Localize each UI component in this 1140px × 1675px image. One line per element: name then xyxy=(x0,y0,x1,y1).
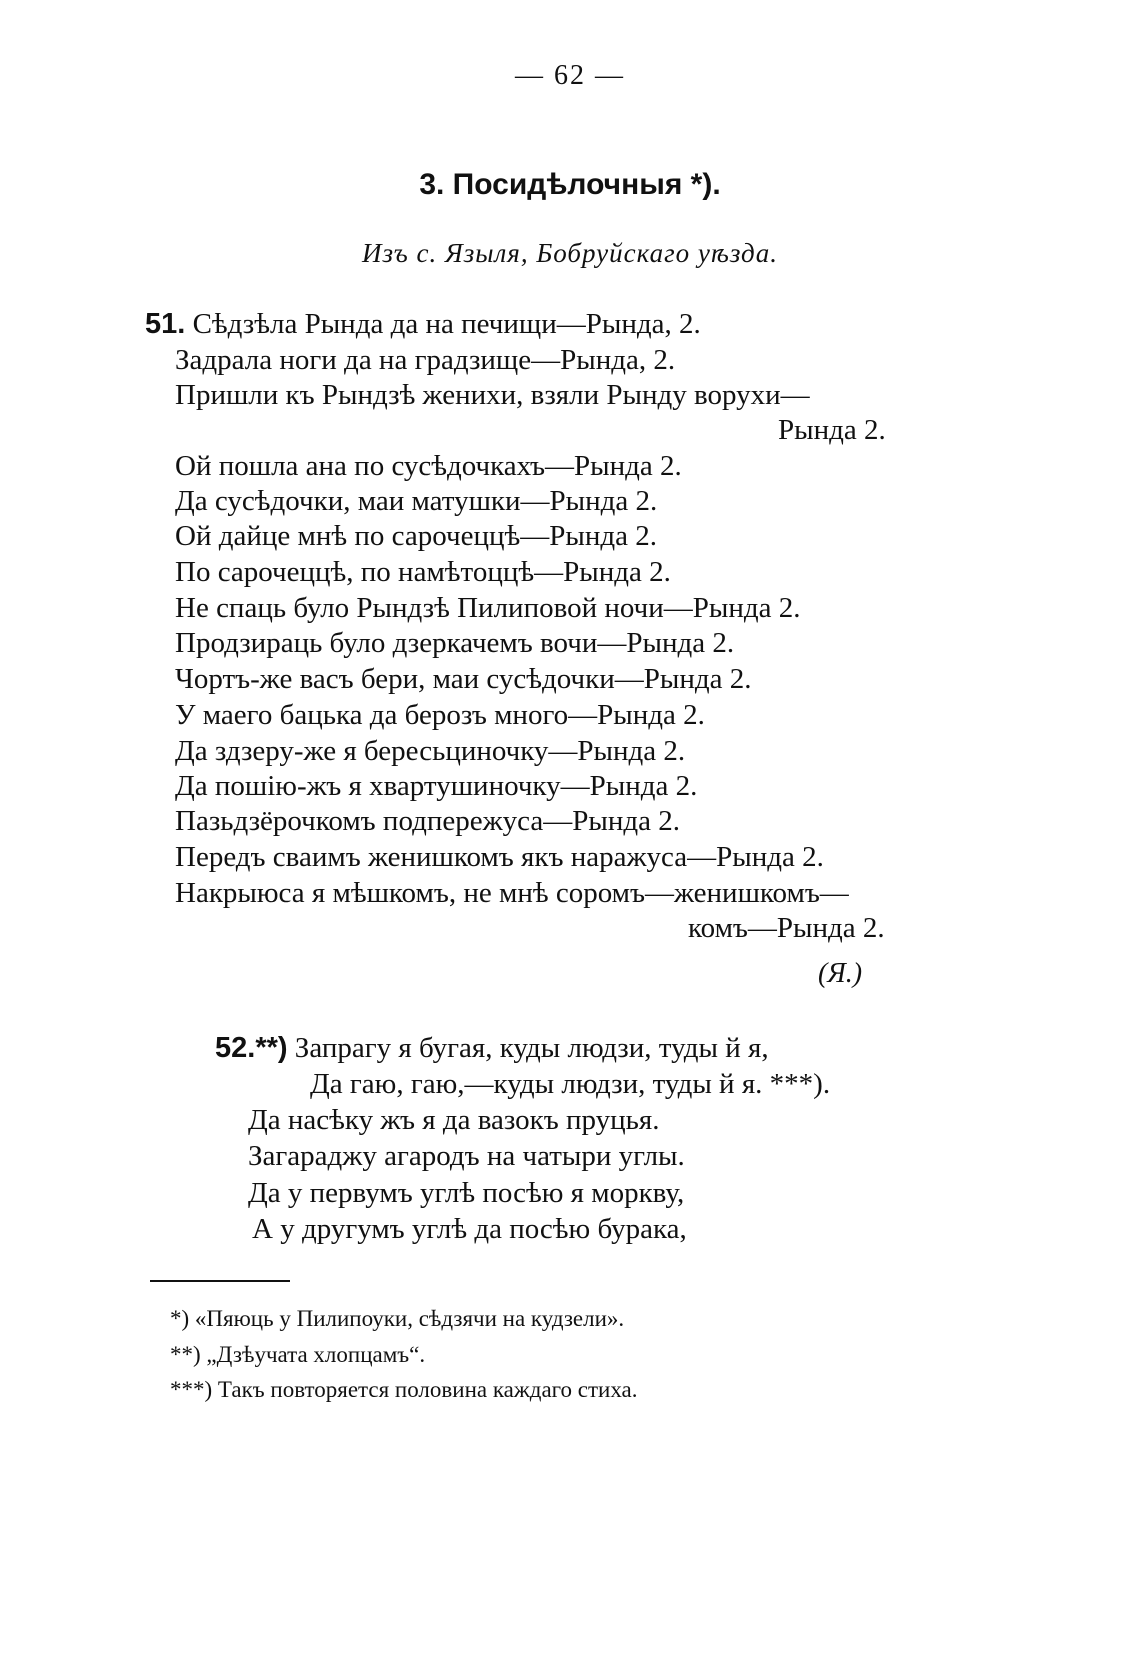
song-51-line: Задрала ноги да на градзище—Рында, 2. xyxy=(175,344,676,376)
song-51-line: Пазьдзёрочкомъ подпережуса—Рында 2. xyxy=(175,805,681,837)
song-51-line: Да здзеру-же я бересьциночку—Рында 2. xyxy=(175,735,686,767)
footnote: ***) Такъ повторяется половина каждаго стиха. xyxy=(170,1377,638,1402)
song-51-line: Рында 2. xyxy=(778,414,886,446)
song-51-line: Накрыюса я мѣшкомъ, не мнѣ соромъ—женишкомъ— xyxy=(175,877,849,909)
song-51-line: Чортъ-же васъ бери, маи сусѣдочки—Рында 2. xyxy=(175,663,752,695)
song-51-line: Передъ сваимъ женишкомъ якъ наражуса—Рында 2. xyxy=(175,841,824,873)
section-title: 3. Посидѣлочныя *). xyxy=(419,168,721,201)
footnote: *) «Пяюць у Пилипоуки, сѣдзячи на кудзели». xyxy=(170,1306,625,1331)
song-number: 51. xyxy=(145,308,186,340)
song-51-line: По сарочеццѣ, по намѣтоццѣ—Рында 2. xyxy=(175,556,671,588)
song-51-line: Да пошiю-жъ я хвартушиночку—Рында 2. xyxy=(175,770,698,802)
song-52-line: Загараджу агародъ на чатыри углы. xyxy=(248,1140,685,1172)
song-51-line: Ой дайце мнѣ по сарочеццѣ—Рында 2. xyxy=(175,520,657,552)
song-52-line: А у другумъ углѣ да посѣю бурака, xyxy=(252,1213,687,1245)
song-number: 52.**) xyxy=(215,1032,288,1064)
song-51-line: Продзираць було дзеркачемъ вочи—Рында 2. xyxy=(175,627,735,659)
song-line-text: Запрагу я бугая, куды людзи, туды й я, xyxy=(294,1032,769,1064)
footnote: **) „Дзѣучата хлопцамъ“. xyxy=(170,1342,426,1367)
song-52-line: Да у первумъ углѣ посѣю я моркву, xyxy=(248,1177,685,1209)
footnote-divider xyxy=(150,1280,290,1282)
song-52-line: Да гаю, гаю,—куды людзи, туды й я. ***). xyxy=(310,1068,831,1100)
song-line-text: Сѣдзѣла Рында да на печищи—Рында, 2. xyxy=(192,308,701,340)
song-51-line xyxy=(145,306,701,342)
song-signature: (Я.) xyxy=(818,958,863,989)
song-51-line: У маего бацька да берозъ много—Рында 2. xyxy=(175,699,705,731)
song-51-line: Да сусѣдочки, маи матушки—Рында 2. xyxy=(175,485,658,517)
song-52-line xyxy=(215,1030,769,1066)
page-number: — 62 — xyxy=(515,60,625,91)
section-subtitle: Изъ с. Языля, Бобруйскаго уѣзда. xyxy=(362,238,778,268)
song-51-line: Пришли къ Рындзѣ женихи, взяли Рынду ворухи— xyxy=(175,379,810,411)
song-51-line: комъ—Рында 2. xyxy=(688,912,885,944)
song-51-line: Не спаць було Рындзѣ Пилиповой ночи—Рында 2. xyxy=(175,592,801,624)
song-52-line: Да насѣку жъ я да вазокъ пруцья. xyxy=(248,1104,660,1136)
song-51-line: Ой пошла ана по сусѣдочкахъ—Рында 2. xyxy=(175,450,682,482)
